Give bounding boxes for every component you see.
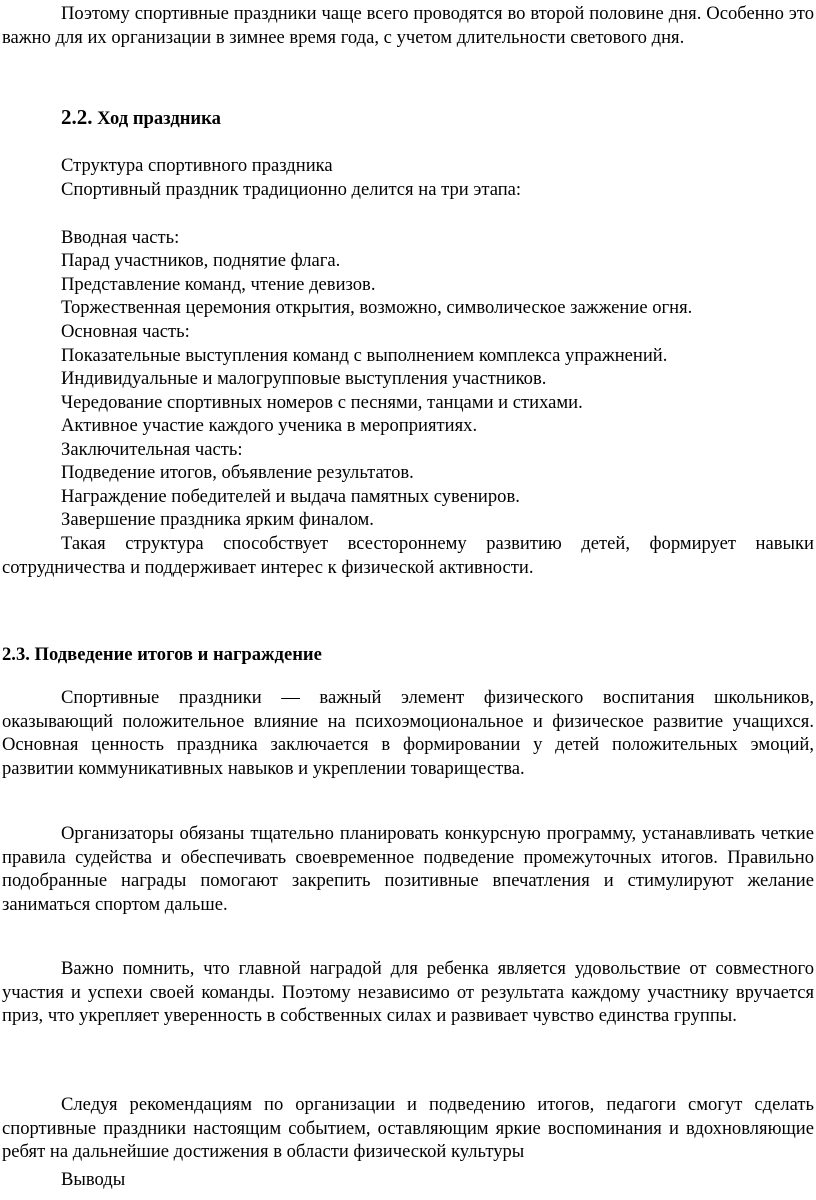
- body-paragraph: Спортивные праздники — важный элемент физического воспитания школьников, оказывающий положительное влияние на психоэмоциональное и физическое развитие учащихся. Основная ценность праздника заключается в формировании у детей положительных эмоций, развитии коммуникативных навыков и укреплении товарищества.: [2, 687, 814, 779]
- stage-line: Парад участников, поднятие флага.: [61, 250, 341, 271]
- stage-line: Награждение победителей и выдача памятных сувениров.: [61, 486, 520, 507]
- body-paragraph: Важно помнить, что главной наградой для ребенка является удовольствие от совместного участия и успехи своей команды. Поэтому независимо от результата каждому участнику вручается приз, что укрепляет уверенность в собственных силах и развивает чувство единства группы.: [2, 958, 814, 1026]
- conclusion-heading: Выводы: [61, 1169, 126, 1190]
- section-number: 2.2.: [61, 105, 93, 129]
- stage-line: Представление команд, чтение девизов.: [61, 274, 376, 295]
- section-title: Ход праздника: [97, 108, 221, 129]
- body-paragraph: Организаторы обязаны тщательно планировать конкурсную программу, устанавливать четкие правила судейства и обеспечивать своевременное подведение промежуточных итогов. Правильно подобранные награды помогают закрепить позитивные впечатления и стимулируют желание заниматься спортом дальше.: [2, 823, 814, 915]
- section-heading-2-3: 2.3. Подведение итогов и награждение: [2, 644, 322, 665]
- section-heading-2-2: [61, 106, 221, 131]
- stage-line: Основная часть:: [61, 321, 190, 342]
- stage-line: Завершение праздника ярким финалом.: [61, 509, 374, 530]
- intro-paragraph: Поэтому спортивные праздники чаще всего проводятся во второй половине дня. Особенно это важно для их организации в зимнее время года, с учетом длительности светового дня.: [2, 3, 814, 48]
- stage-line: Заключительная часть:: [61, 439, 243, 460]
- stage-line: Активное участие каждого ученика в мероприятиях.: [61, 415, 478, 436]
- stage-line: Индивидуальные и малогрупповые выступления участников.: [61, 368, 547, 389]
- stage-line: Чередование спортивных номеров с песнями, танцами и стихами.: [61, 392, 583, 413]
- structure-line: Спортивный праздник традиционно делится на три этапа:: [61, 179, 522, 200]
- structure-line: Структура спортивного праздника: [61, 155, 333, 176]
- stage-line: Вводная часть:: [61, 227, 180, 248]
- stage-line: Подведение итогов, объявление результатов.: [61, 462, 414, 483]
- structure-summary: Такая структура способствует всестороннему развитию детей, формирует навыки сотрудничества и поддерживает интерес к физической активности.: [2, 533, 814, 578]
- body-paragraph: Следуя рекомендациям по организации и подведению итогов, педагоги смогут сделать спортивные праздники настоящим событием, оставляющим яркие воспоминания и вдохновляющие ребят на дальнейшие достижения в области физической культуры: [2, 1094, 814, 1162]
- stage-line: Торжественная церемония открытия, возможно, символическое зажжение огня.: [61, 297, 693, 318]
- stage-line: Показательные выступления команд с выполнением комплекса упражнений.: [61, 345, 668, 366]
